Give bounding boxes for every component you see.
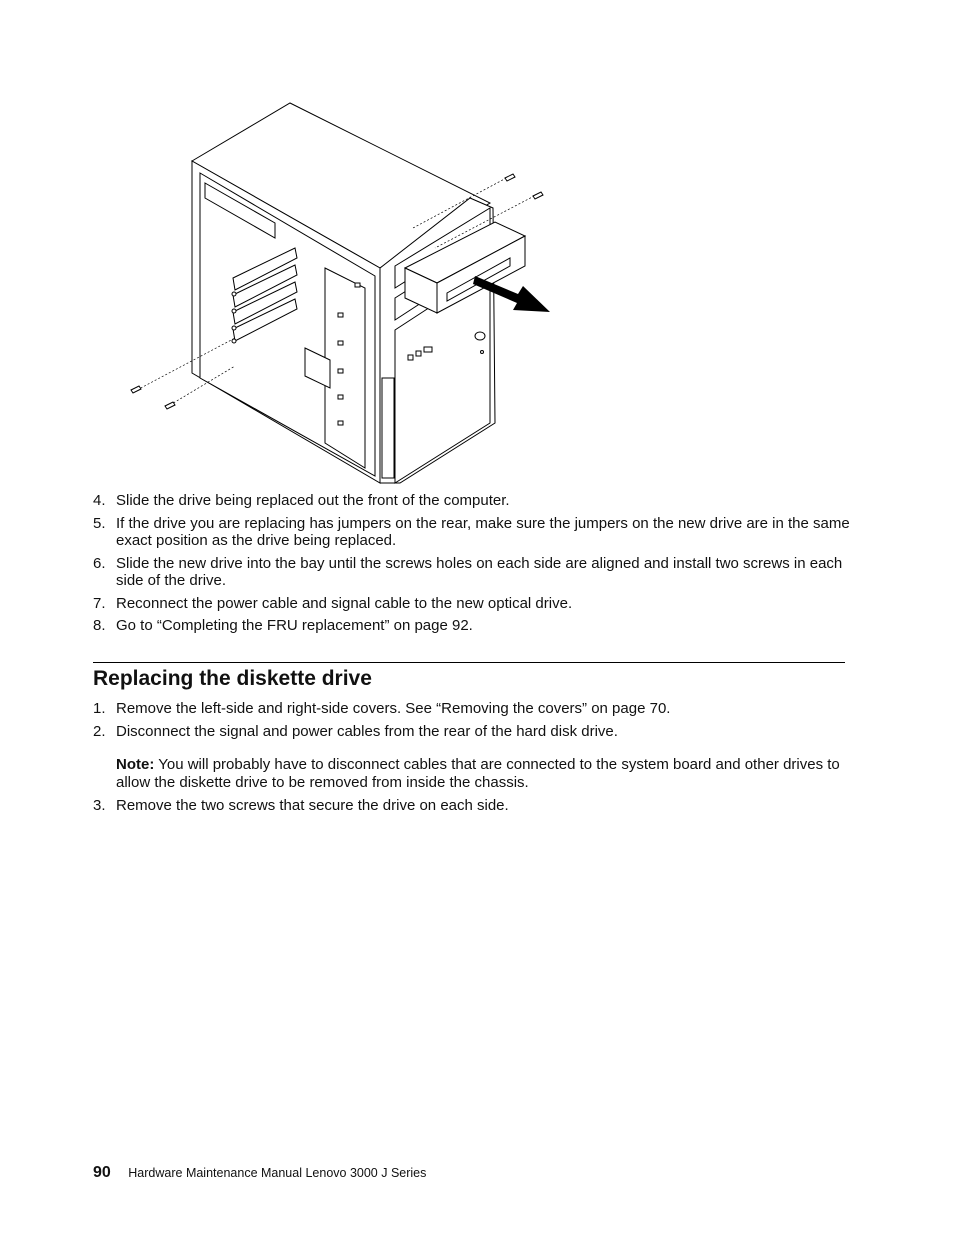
step-number: 7. [93,594,106,612]
step-number: 4. [93,492,106,509]
chassis-illustration [125,98,555,488]
step-text: Slide the drive being replaced out the front of the computer. [116,492,510,509]
step-number: 1. [93,700,106,717]
list-item [93,797,876,815]
list-item [93,515,853,550]
list-item [93,595,853,613]
step-number: 8. [93,617,106,634]
list-item [93,555,853,590]
section-divider [93,662,845,663]
section-title: Replacing the diskette drive [93,667,372,690]
step-text: Slide the new drive into the bay until the screws holes on each side are aligned and install two screws in each side of the drive. [116,554,843,589]
step-text: Reconnect the power cable and signal cable to the new optical drive. [116,594,573,612]
step-text: Remove the two screws that secure the drive on each side. [116,797,509,814]
diskette-steps-list [93,700,853,745]
step-text: Disconnect the signal and power cables from the rear of the hard disk drive. [116,722,618,740]
note-block [116,756,846,791]
footer-title: Hardware Maintenance Manual Lenovo 3000 J Series [128,1166,427,1180]
note-text: You will probably have to disconnect cables that are connected to the system board and other drives to allow the diskette drive to be removed from inside the chassis. [116,756,840,791]
page-number: 90 [93,1164,111,1181]
step-text: Go to “Completing the FRU replacement” on page 92. [116,617,473,634]
list-item [93,617,853,635]
note-label: Note: [116,756,155,773]
page-footer [93,1164,426,1182]
step-number: 6. [93,554,106,572]
step-text: Remove the left-side and right-side covers. See “Removing the covers” on page 70. [116,700,671,717]
list-item [93,492,853,510]
list-item [93,723,853,741]
list-item [93,700,853,718]
step-text: If the drive you are replacing has jumpers on the rear, make sure the jumpers on the new drive are in the same exact position as the drive being replaced. [116,514,850,549]
drive-steps-list [93,492,853,640]
step-number: 2. [93,722,106,740]
step-number: 3. [93,797,106,814]
step-number: 5. [93,514,106,532]
